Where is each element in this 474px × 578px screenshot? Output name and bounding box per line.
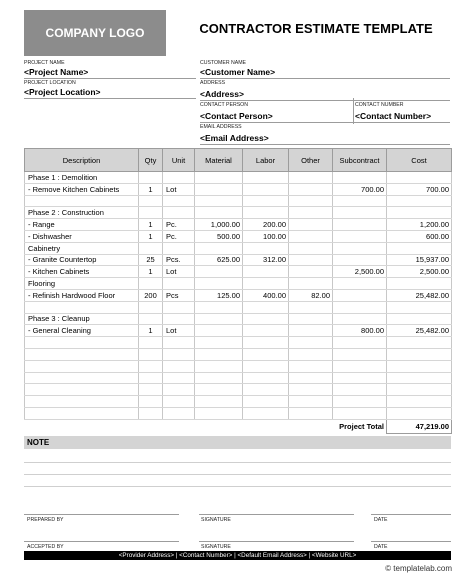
cell-description[interactable] — [25, 337, 139, 349]
cell-other[interactable] — [289, 360, 333, 372]
cell-cost[interactable] — [387, 301, 452, 313]
contact-person-field[interactable]: <Contact Person> — [200, 111, 273, 121]
cell-subcontract[interactable] — [333, 407, 387, 419]
signature-line[interactable] — [199, 541, 354, 542]
cell-description[interactable]: Phase 3 : Cleanup — [25, 313, 139, 325]
cell-subcontract[interactable]: 700.00 — [333, 183, 387, 195]
cell-qty[interactable] — [139, 278, 163, 290]
table-row — [25, 313, 452, 325]
table-row — [25, 372, 452, 384]
col-header-material: Material — [195, 149, 243, 172]
col-header-unit: Unit — [163, 149, 195, 172]
cell-cost[interactable] — [387, 407, 452, 419]
estimate-table — [24, 148, 452, 434]
cell-unit[interactable] — [163, 396, 195, 408]
cell-subcontract[interactable] — [333, 313, 387, 325]
cell-cost[interactable] — [387, 348, 452, 360]
cell-cost[interactable]: 25,482.00 — [387, 325, 452, 337]
cell-qty[interactable] — [139, 372, 163, 384]
cell-cost[interactable]: 2,500.00 — [387, 266, 452, 278]
cell-subcontract[interactable]: 800.00 — [333, 325, 387, 337]
divider — [24, 98, 196, 99]
note-line[interactable] — [24, 462, 451, 463]
cell-material[interactable] — [195, 396, 243, 408]
cell-material[interactable] — [195, 242, 243, 254]
divider — [200, 122, 450, 123]
cell-material[interactable] — [195, 172, 243, 184]
cell-qty[interactable]: 1 — [139, 183, 163, 195]
cell-qty[interactable]: 1 — [139, 325, 163, 337]
address-label: ADDRESS — [200, 80, 226, 86]
note-header: NOTE — [24, 436, 451, 449]
cell-other[interactable] — [289, 407, 333, 419]
cell-other[interactable] — [289, 372, 333, 384]
project-location-field[interactable]: <Project Location> — [24, 87, 101, 97]
cell-qty[interactable] — [139, 301, 163, 313]
table-row — [25, 407, 452, 419]
cell-unit[interactable] — [163, 207, 195, 219]
table-row — [25, 348, 452, 360]
cell-description[interactable] — [25, 301, 139, 313]
cell-unit[interactable] — [163, 242, 195, 254]
cell-other[interactable] — [289, 348, 333, 360]
table-header-row — [25, 149, 452, 172]
cell-other[interactable] — [289, 337, 333, 349]
cell-unit[interactable]: Lot — [163, 183, 195, 195]
cell-other[interactable] — [289, 396, 333, 408]
total-row — [25, 419, 452, 433]
note-line[interactable] — [24, 474, 451, 475]
cell-material[interactable] — [195, 183, 243, 195]
cell-subcontract[interactable] — [333, 172, 387, 184]
table-row — [25, 384, 452, 396]
cell-cost[interactable] — [387, 242, 452, 254]
email-label: EMAIL ADDRESS — [200, 124, 242, 130]
cell-unit[interactable]: Pcs. — [163, 254, 195, 266]
company-logo: COMPANY LOGO — [24, 10, 166, 56]
cell-qty[interactable] — [139, 360, 163, 372]
cell-other[interactable] — [289, 195, 333, 207]
prepared-by-line[interactable] — [24, 514, 179, 515]
divider — [200, 78, 450, 79]
project-name-field[interactable]: <Project Name> — [24, 67, 89, 77]
templatelab-credit: © templatelab.com — [385, 564, 452, 573]
cell-qty[interactable]: 1 — [139, 230, 163, 242]
cell-qty[interactable] — [139, 348, 163, 360]
cell-labor[interactable] — [243, 372, 289, 384]
cell-cost[interactable] — [387, 337, 452, 349]
cell-cost[interactable] — [387, 278, 452, 290]
cell-description[interactable] — [25, 396, 139, 408]
cell-cost[interactable] — [387, 195, 452, 207]
cell-description[interactable]: - Refinish Hardwood Floor — [25, 289, 139, 301]
signature-label: SIGNATURE — [201, 544, 231, 550]
cell-unit[interactable] — [163, 384, 195, 396]
cell-unit[interactable] — [163, 407, 195, 419]
cell-labor[interactable] — [243, 313, 289, 325]
table-row — [25, 301, 452, 313]
accepted-by-line[interactable] — [24, 541, 179, 542]
cell-qty[interactable] — [139, 384, 163, 396]
cell-labor[interactable] — [243, 172, 289, 184]
cell-unit[interactable] — [163, 348, 195, 360]
cell-labor[interactable] — [243, 266, 289, 278]
cell-labor[interactable] — [243, 301, 289, 313]
cell-description[interactable] — [25, 372, 139, 384]
col-header-qty: Qty — [139, 149, 163, 172]
cell-description[interactable]: Phase 1 : Demolition — [25, 172, 139, 184]
cell-labor[interactable]: 400.00 — [243, 289, 289, 301]
cell-other[interactable] — [289, 219, 333, 231]
cell-description[interactable]: - Kitchen Cabinets — [25, 266, 139, 278]
document-title: CONTRACTOR ESTIMATE TEMPLATE — [199, 21, 433, 36]
cell-qty[interactable] — [139, 242, 163, 254]
cell-labor[interactable] — [243, 407, 289, 419]
cell-unit[interactable] — [163, 337, 195, 349]
cell-material[interactable] — [195, 348, 243, 360]
cell-description[interactable]: - Remove Kitchen Cabinets — [25, 183, 139, 195]
cell-description[interactable] — [25, 407, 139, 419]
cell-material[interactable] — [195, 384, 243, 396]
date-label: DATE — [374, 517, 388, 523]
cell-labor[interactable]: 200.00 — [243, 219, 289, 231]
cell-other[interactable] — [289, 325, 333, 337]
cell-other[interactable] — [289, 207, 333, 219]
cell-unit[interactable] — [163, 195, 195, 207]
cell-other[interactable] — [289, 242, 333, 254]
table-row — [25, 325, 452, 337]
table-row — [25, 360, 452, 372]
cell-labor[interactable] — [243, 337, 289, 349]
cell-description[interactable]: - General Cleaning — [25, 325, 139, 337]
cell-cost[interactable]: 600.00 — [387, 230, 452, 242]
cell-description[interactable] — [25, 348, 139, 360]
table-row — [25, 230, 452, 242]
cell-subcontract[interactable] — [333, 337, 387, 349]
cell-description[interactable]: - Dishwasher — [25, 230, 139, 242]
cell-other[interactable] — [289, 301, 333, 313]
cell-subcontract[interactable] — [333, 254, 387, 266]
note-line[interactable] — [24, 486, 451, 487]
cell-material[interactable] — [195, 407, 243, 419]
cell-material[interactable] — [195, 207, 243, 219]
divider — [24, 78, 196, 79]
email-field[interactable]: <Email Address> — [200, 133, 269, 143]
cell-cost[interactable] — [387, 396, 452, 408]
cell-material[interactable] — [195, 195, 243, 207]
divider — [200, 100, 450, 101]
cell-description[interactable] — [25, 384, 139, 396]
cell-subcontract[interactable] — [333, 301, 387, 313]
cell-other[interactable] — [289, 278, 333, 290]
date-line[interactable] — [371, 541, 451, 542]
table-row — [25, 207, 452, 219]
cell-material[interactable] — [195, 325, 243, 337]
cell-material[interactable]: 125.00 — [195, 289, 243, 301]
cell-cost[interactable] — [387, 384, 452, 396]
cell-material[interactable] — [195, 372, 243, 384]
cell-subcontract[interactable] — [333, 396, 387, 408]
cell-subcontract[interactable] — [333, 195, 387, 207]
cell-description[interactable]: Cabinetry — [25, 242, 139, 254]
cell-description[interactable]: - Granite Countertop — [25, 254, 139, 266]
cell-unit[interactable] — [163, 301, 195, 313]
cell-labor[interactable] — [243, 384, 289, 396]
cell-subcontract[interactable] — [333, 207, 387, 219]
cell-labor[interactable] — [243, 396, 289, 408]
cell-qty[interactable] — [139, 313, 163, 325]
project-name-label: PROJECT NAME — [24, 60, 65, 66]
table-row — [25, 183, 452, 195]
cell-other[interactable] — [289, 172, 333, 184]
cell-subcontract[interactable] — [333, 348, 387, 360]
cell-cost[interactable]: 700.00 — [387, 183, 452, 195]
cell-unit[interactable] — [163, 360, 195, 372]
cell-qty[interactable] — [139, 337, 163, 349]
cell-unit[interactable]: Pcs — [163, 289, 195, 301]
cell-subcontract[interactable] — [333, 372, 387, 384]
date-line[interactable] — [371, 514, 451, 515]
cell-subcontract[interactable] — [333, 219, 387, 231]
cell-cost[interactable] — [387, 313, 452, 325]
cell-qty[interactable] — [139, 207, 163, 219]
project-location-label: PROJECT LOCATION — [24, 80, 76, 86]
cell-other[interactable] — [289, 313, 333, 325]
cell-cost[interactable] — [387, 172, 452, 184]
cell-material[interactable]: 500.00 — [195, 230, 243, 242]
cell-unit[interactable] — [163, 372, 195, 384]
cell-material[interactable] — [195, 278, 243, 290]
cell-labor[interactable] — [243, 278, 289, 290]
footer-bar: <Provider Address> | <Contact Number> | <Default Email Address> | <Website URL> — [24, 551, 451, 560]
table-row — [25, 337, 452, 349]
cell-description[interactable]: Phase 2 : Construction — [25, 207, 139, 219]
cell-description[interactable]: Flooring — [25, 278, 139, 290]
cell-qty[interactable]: 1 — [139, 219, 163, 231]
cell-other[interactable] — [289, 266, 333, 278]
table-row — [25, 242, 452, 254]
cell-description[interactable]: - Range — [25, 219, 139, 231]
customer-name-label: CUSTOMER NAME — [200, 60, 247, 66]
cell-material[interactable]: 625.00 — [195, 254, 243, 266]
cell-qty[interactable] — [139, 396, 163, 408]
table-row — [25, 266, 452, 278]
cell-labor[interactable] — [243, 195, 289, 207]
cell-cost[interactable]: 1,200.00 — [387, 219, 452, 231]
address-field[interactable]: <Address> — [200, 89, 244, 99]
signature-label: SIGNATURE — [201, 517, 231, 523]
cell-qty[interactable] — [139, 195, 163, 207]
cell-material[interactable] — [195, 313, 243, 325]
cell-labor[interactable] — [243, 360, 289, 372]
cell-unit[interactable] — [163, 172, 195, 184]
cell-cost[interactable]: 25,482.00 — [387, 289, 452, 301]
cell-material[interactable] — [195, 360, 243, 372]
cell-material[interactable]: 1,000.00 — [195, 219, 243, 231]
cell-cost[interactable]: 15,937.00 — [387, 254, 452, 266]
customer-name-field[interactable]: <Customer Name> — [200, 67, 276, 77]
cell-cost[interactable] — [387, 360, 452, 372]
cell-description[interactable] — [25, 195, 139, 207]
accepted-by-label: ACCEPTED BY — [27, 544, 64, 550]
col-header-description: Description — [25, 149, 139, 172]
contact-number-label: CONTACT NUMBER — [355, 102, 404, 108]
signature-line[interactable] — [199, 514, 354, 515]
contact-person-label: CONTACT PERSON — [200, 102, 248, 108]
cell-labor[interactable] — [243, 207, 289, 219]
cell-unit[interactable]: Pc. — [163, 230, 195, 242]
cell-subcontract[interactable] — [333, 230, 387, 242]
cell-material[interactable] — [195, 301, 243, 313]
total-value: 47,219.00 — [387, 419, 452, 433]
cell-labor[interactable]: 100.00 — [243, 230, 289, 242]
col-header-cost: Cost — [387, 149, 452, 172]
col-header-subcontract: Subcontract — [333, 149, 387, 172]
project-info — [24, 59, 196, 147]
cell-unit[interactable] — [163, 278, 195, 290]
cell-qty[interactable]: 1 — [139, 266, 163, 278]
table-row — [25, 219, 452, 231]
cell-subcontract[interactable] — [333, 278, 387, 290]
cell-unit[interactable] — [163, 313, 195, 325]
cell-subcontract[interactable] — [333, 384, 387, 396]
cell-cost[interactable] — [387, 372, 452, 384]
total-label: Project Total — [339, 421, 384, 431]
cell-material[interactable] — [195, 266, 243, 278]
table-row — [25, 278, 452, 290]
date-label: DATE — [374, 544, 388, 550]
cell-labor[interactable] — [243, 242, 289, 254]
table-row — [25, 396, 452, 408]
cell-description[interactable] — [25, 360, 139, 372]
cell-unit[interactable]: Lot — [163, 266, 195, 278]
cell-labor[interactable] — [243, 183, 289, 195]
table-row — [25, 254, 452, 266]
cell-labor[interactable] — [243, 348, 289, 360]
customer-info — [200, 59, 450, 147]
contact-number-field[interactable]: <Contact Number> — [355, 111, 432, 121]
cell-other[interactable] — [289, 230, 333, 242]
divider — [200, 144, 450, 145]
cell-qty[interactable]: 25 — [139, 254, 163, 266]
cell-subcontract[interactable] — [333, 289, 387, 301]
cell-qty[interactable] — [139, 407, 163, 419]
divider — [353, 98, 354, 124]
cell-other[interactable] — [289, 384, 333, 396]
cell-other[interactable] — [289, 254, 333, 266]
cell-subcontract[interactable] — [333, 242, 387, 254]
cell-other[interactable]: 82.00 — [289, 289, 333, 301]
table-row — [25, 289, 452, 301]
cell-labor[interactable] — [243, 325, 289, 337]
table-row — [25, 172, 452, 184]
cell-unit[interactable]: Pc. — [163, 219, 195, 231]
cell-labor[interactable]: 312.00 — [243, 254, 289, 266]
cell-unit[interactable]: Lot — [163, 325, 195, 337]
cell-qty[interactable]: 200 — [139, 289, 163, 301]
prepared-by-label: PREPARED BY — [27, 517, 64, 523]
cell-material[interactable] — [195, 337, 243, 349]
cell-cost[interactable] — [387, 207, 452, 219]
cell-subcontract[interactable]: 2,500.00 — [333, 266, 387, 278]
cell-other[interactable] — [289, 183, 333, 195]
cell-qty[interactable] — [139, 172, 163, 184]
col-header-labor: Labor — [243, 149, 289, 172]
cell-subcontract[interactable] — [333, 360, 387, 372]
table-row — [25, 195, 452, 207]
col-header-other: Other — [289, 149, 333, 172]
